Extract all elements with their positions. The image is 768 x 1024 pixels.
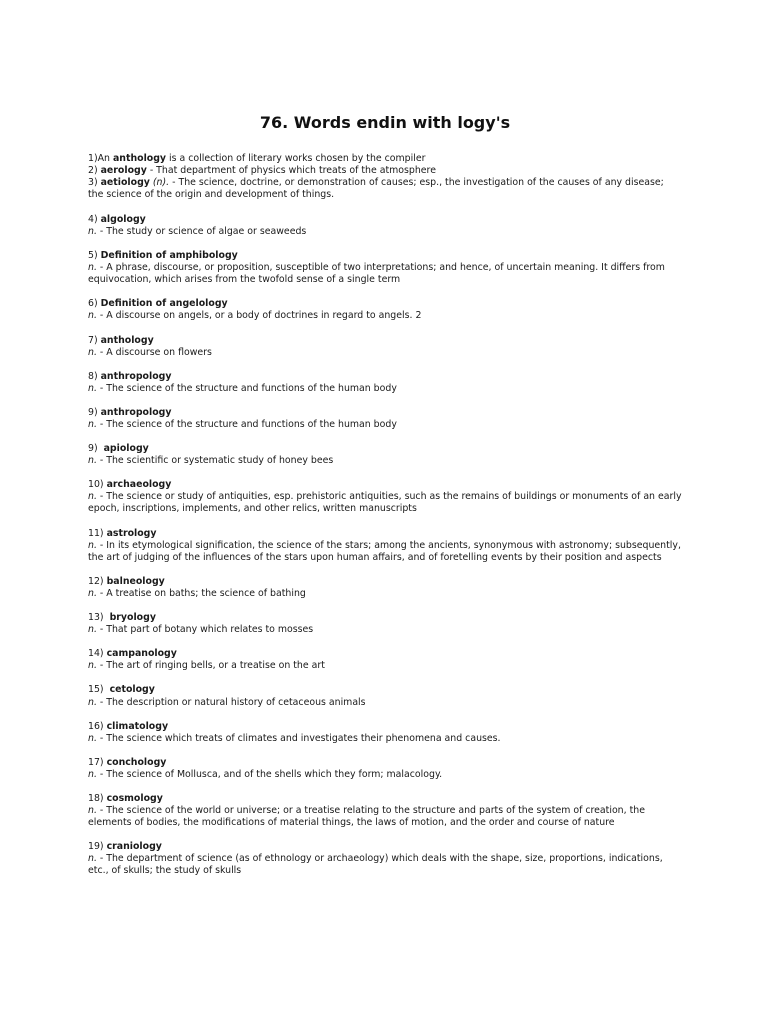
entry-term: aetiology bbox=[100, 177, 150, 189]
entry-part-of-speech: n. bbox=[88, 310, 97, 322]
word-list bbox=[88, 153, 682, 878]
entry-term: aerology bbox=[100, 165, 147, 177]
entry-number: 7) bbox=[88, 334, 101, 346]
entry-term: campanology bbox=[106, 648, 177, 660]
entry-part-of-speech: n. bbox=[88, 455, 97, 467]
entry-craniology bbox=[88, 841, 682, 877]
entry-body bbox=[88, 769, 682, 781]
entry-definition: - The science of Mollusca, and of the shells which they form; malacology. bbox=[96, 768, 443, 780]
entry-part-of-speech: n. bbox=[88, 624, 97, 636]
entry-number: 14) bbox=[88, 648, 107, 660]
entry-number: 17) bbox=[88, 756, 107, 768]
entry-term: anthology bbox=[112, 153, 167, 164]
entry-part-of-speech: n. bbox=[88, 419, 97, 430]
entry-number: 2) bbox=[88, 165, 101, 177]
entry-number: 19) bbox=[88, 841, 107, 853]
entry-body bbox=[88, 733, 682, 745]
entry-term: algology bbox=[100, 213, 146, 225]
entry-part-of-speech: n. bbox=[88, 225, 97, 237]
entry-term: climatology bbox=[106, 720, 169, 732]
entry-heading bbox=[88, 250, 682, 262]
entry-part-of-speech: n. bbox=[88, 732, 97, 744]
entry-term: apiology bbox=[103, 443, 149, 455]
entry-definition: - The science, doctrine, or demonstration of causes; esp., the investigation of the causes of any disease; the science of the origin and development of things. bbox=[88, 177, 664, 201]
entry-heading bbox=[88, 407, 682, 419]
entry-cetology bbox=[88, 684, 682, 708]
entry-term: conchology bbox=[106, 756, 167, 768]
entry-term: anthology bbox=[100, 334, 154, 346]
entry-definition: - The science which treats of climates and investigates their phenomena and causes. bbox=[96, 732, 501, 744]
entry-body bbox=[88, 588, 682, 600]
entry-definition: - The department of science (as of ethnology or archaeology) which deals with the shape, size, proportions, indications, etc., of skulls; the study of skulls bbox=[88, 853, 663, 877]
entry-heading bbox=[88, 648, 682, 660]
entry-anthology bbox=[88, 335, 682, 359]
entry-angelology bbox=[88, 298, 682, 322]
entry-number: 9) bbox=[88, 406, 101, 418]
entry-part-of-speech: n. bbox=[88, 346, 97, 358]
entry-definition: - The art of ringing bells, or a treatise on the art bbox=[96, 660, 325, 672]
entry-definition: - That department of physics which treats of the atmosphere bbox=[146, 165, 436, 177]
entry-amphibology bbox=[88, 250, 682, 286]
entry-balneology bbox=[88, 576, 682, 600]
entry-number: 3) bbox=[88, 177, 101, 189]
entry-term: Definition of angelology bbox=[100, 298, 228, 310]
entry-definition: - The description or natural history of cetaceous animals bbox=[96, 696, 366, 708]
entry-climatology bbox=[88, 721, 682, 745]
entry-body bbox=[88, 491, 682, 515]
entry-term: craniology bbox=[106, 841, 162, 853]
entry-definition: - The science of the world or universe; or a treatise relating to the structure and parts of the system of creation, the elements of bodies, the modifications of material things, the laws of motion, and the order and course of nature bbox=[88, 805, 645, 829]
entry-heading bbox=[88, 298, 682, 310]
entry-body bbox=[88, 262, 682, 286]
entry-heading bbox=[88, 576, 682, 588]
entry-number: 1)An bbox=[88, 153, 113, 164]
entry-term: cetology bbox=[109, 684, 155, 696]
entry-definition: - The science of the structure and functions of the human body bbox=[96, 419, 397, 430]
entry-body bbox=[88, 310, 682, 322]
entry-definition: - A phrase, discourse, or proposition, susceptible of two interpretations; and hence, of uncertain meaning. It differs from equivocation, which arises from the twofold sense of a single term bbox=[88, 262, 665, 286]
entry-number: 8) bbox=[88, 370, 101, 382]
entry-number: 5) bbox=[88, 250, 101, 262]
entry-number: 10) bbox=[88, 479, 107, 491]
entry-number: 12) bbox=[88, 575, 107, 587]
entry-body bbox=[88, 805, 682, 829]
entry-part-of-speech: n. bbox=[88, 853, 97, 865]
entry-anthropology-2 bbox=[88, 407, 682, 431]
entry-campanology bbox=[88, 648, 682, 672]
page-title: 76. Words endin with logy's bbox=[259, 113, 511, 132]
entry-definition: - That part of botany which relates to mosses bbox=[96, 624, 314, 636]
entry-number: 11) bbox=[88, 527, 107, 539]
entry-number: 6) bbox=[88, 298, 101, 310]
entry-definition: - The study or science of algae or seaweeds bbox=[96, 225, 307, 237]
entry-heading bbox=[88, 371, 682, 383]
entry-apiology bbox=[88, 443, 682, 467]
entry-heading bbox=[88, 443, 682, 455]
entry-cosmology bbox=[88, 793, 682, 829]
entry-body bbox=[88, 347, 682, 359]
entry-bryology bbox=[88, 612, 682, 636]
entry-part-of-speech: n. bbox=[88, 660, 97, 672]
entry-term: bryology bbox=[109, 612, 156, 624]
entry-heading bbox=[88, 841, 682, 853]
entry-part-of-speech: n. bbox=[88, 491, 97, 503]
entry-archaeology bbox=[88, 479, 682, 515]
entry-heading bbox=[88, 335, 682, 347]
entry-term: balneology bbox=[106, 575, 165, 587]
entry-conchology bbox=[88, 757, 682, 781]
entry-definition: - In its etymological signification, the science of the stars; among the ancients, synonymous with astronomy; subsequently, the art of judging of the influences of the stars upon human affairs, and of foretelling events by their position and aspects bbox=[88, 539, 681, 563]
entry-part-of-speech: (n). bbox=[149, 177, 170, 189]
entry-definition: is a collection of literary works chosen by the compiler bbox=[166, 153, 426, 164]
entry-term: archaeology bbox=[106, 479, 172, 491]
entry-term: cosmology bbox=[106, 792, 163, 804]
entry-part-of-speech: n. bbox=[88, 539, 97, 551]
entry-astrology bbox=[88, 528, 682, 564]
entry-heading bbox=[88, 793, 682, 805]
entry-line-2 bbox=[88, 165, 682, 177]
entry-part-of-speech: n. bbox=[88, 768, 97, 780]
entry-heading bbox=[88, 757, 682, 769]
entry-part-of-speech: n. bbox=[88, 805, 97, 817]
entry-definition: - A discourse on angels, or a body of doctrines in regard to angels. 2 bbox=[96, 310, 422, 322]
entry-body bbox=[88, 419, 682, 431]
entry-anthropology bbox=[88, 371, 682, 395]
entry-line-1 bbox=[88, 153, 682, 165]
entry-part-of-speech: n. bbox=[88, 382, 97, 394]
entry-number: 9) bbox=[88, 443, 104, 455]
entry-number: 18) bbox=[88, 792, 107, 804]
entry-heading bbox=[88, 214, 682, 226]
entry-body bbox=[88, 540, 682, 564]
entry-body bbox=[88, 226, 682, 238]
entry-body bbox=[88, 455, 682, 467]
intro-entries bbox=[88, 153, 682, 201]
entry-definition: - A treatise on baths; the science of bathing bbox=[96, 587, 306, 599]
entry-heading bbox=[88, 612, 682, 624]
entry-body bbox=[88, 624, 682, 636]
entry-term: astrology bbox=[106, 527, 157, 539]
entry-definition: - The scientific or systematic study of honey bees bbox=[96, 455, 334, 467]
entry-definition: - The science of the structure and functions of the human body bbox=[96, 382, 397, 394]
entry-line-3 bbox=[88, 177, 682, 201]
entry-term: anthropology bbox=[100, 370, 172, 382]
entry-number: 16) bbox=[88, 720, 107, 732]
entry-body bbox=[88, 853, 682, 877]
entry-heading bbox=[88, 528, 682, 540]
entry-body bbox=[88, 383, 682, 395]
entry-part-of-speech: n. bbox=[88, 262, 97, 274]
entry-term: anthropology bbox=[100, 406, 172, 418]
entry-number: 4) bbox=[88, 213, 101, 225]
entry-term: Definition of amphibology bbox=[100, 250, 238, 262]
entry-part-of-speech: n. bbox=[88, 587, 97, 599]
entry-body bbox=[88, 660, 682, 672]
entry-heading bbox=[88, 684, 682, 696]
entry-heading bbox=[88, 721, 682, 733]
entry-heading bbox=[88, 479, 682, 491]
entry-number: 15) bbox=[88, 684, 110, 696]
entry-definition: - A discourse on flowers bbox=[96, 346, 212, 358]
entry-body bbox=[88, 697, 682, 709]
entry-part-of-speech: n. bbox=[88, 696, 97, 708]
entry-definition: - The science or study of antiquities, esp. prehistoric antiquities, such as the remains of buildings or monuments of an early epoch, inscriptions, implements, and other relics, written manuscripts bbox=[88, 491, 682, 515]
entry-number: 13) bbox=[88, 612, 110, 624]
entry-algology bbox=[88, 214, 682, 238]
